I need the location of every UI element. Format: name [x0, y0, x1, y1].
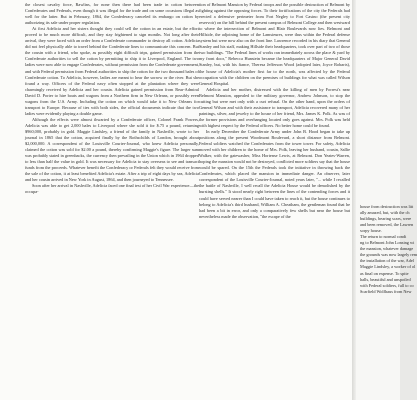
- text-line: and been removed, the Lawren: [360, 222, 414, 228]
- text-column-right: [199, 2, 350, 400]
- paragraph: Soon after her arrival in Nashville, Adelicia faced one final test of her Civil War experience—the occupa-: [25, 183, 199, 195]
- text-line: Maggie Lindsley, a worker of ol: [360, 264, 416, 270]
- paragraph: Adelicia and her mother, distressed with the killing of men by Forrest's near Belmont Mansion, appealed to the military governor, Andrew Johnson, to stop the cutting but were met only with a curt refusal. On the other hand, upon the orders of General Wilson and with their assistance to transport, Adelicia recovered many of her paintings, silver, and jewelry to the house of her friend, Mrs. James K. Polk. As was of the former provisions and overhanging located only goes against. Mrs. Polk was held with highest respect by the Federal officers. No better home could be found.: [199, 86, 350, 128]
- text-line: sorpy house.: [360, 228, 382, 234]
- paragraph: tion of Belmont Mansion by Federal troops and the possible destruction of Belmont by fighting against the opposing forces. To their fortifications of the city the Federals had erected a defensive perimeter from Fort Negley to Fort Casino (the present city reservoir) on the hill behind the present campus of Belmont College and then westward to where the intersection of Belmont and Blair Boulevards now lies. Belmont and Hillside, the adjoining home of the Lamsieures, were thus within the Federal defense system but were now also on the front line. Lawrence recorded in his diary that General Stanley and his staff, making Hillside their headquarters, took over part of two of those two buildings. "The Federal lines of works ran immediately across the place & yard by my front door," Rebecca Hunstein became the headquarters of Major General David Stanley, but, with his fiance, Theresa Jefferson Wood (adopted later, Joyce Robarts), the house of Adelicia's mother first far to the north, was affected by the Federal occupation with the children on the premises of buildings for what was called Wilson General Hospital.: [199, 2, 350, 86]
- paragraph: At first Adelicia and her sisters thought they could sell the cotton in an estate, but the effort proved to be much more difficult, and they stay frightened to sign months. Not long after their arrival, they were faced with an order from a Confederate commander to destroy all cotton. Adelicia did not feel physically able to travel behind the Confederate lines to communicate this concern. But the cousin with a friend, who spoke, as possibly eight difficult trips, gained permission from the Confederate authorities to sell the cotton by permitting to ship it to Liverpool, England. The two ladies were now able to engage Confederates, without permission from the Confederate government, and with Federal permission from Federal authorities to ship the cotton for the two thousand bales of Confederate cotton. To Adelicia, however, ladies are meant to hear the sorrow or the river. But she found a way. Officers of the Federal navy often stopped at the plantation where they were charmingly received by Adelicia and her cousin. Adelicia gained permission from Rear-Admiral David D. Porter to hire boats and wagons from a Northern firm in New Orleans, or possibly even wagons from the U.S. Army. Including the cotton on which would take it to New Orleans for transport to Europe. Because of ties with both sides, the official documents indicate that the two ladies were evidently playing a double game.: [25, 26, 199, 116]
- text-column-left: [25, 2, 199, 400]
- text-line: house from destruction was litt: [360, 204, 414, 209]
- paragraph: Although the effects were almost thwarted by a Confederate officer, Colonel Frank Powers, Adelicia was able to get 2,000 bales to Liverpool where she sold it for $.75 a pound, returning $960,000, probably in gold. Maggie Lindsley, a friend of the family in Nashville, wrote to her journal in 1865 that the cotton, acquired finally by the Rothschilds of London, brought about $2,000,000. A correspondent of the Louisville Courier-Journal, who knew Adelicia personally, claimed the cotton was sold for $2.00 a pound, thereby confirming Maggie's figure. The larger sum was probably stated in greenbacks, the currency then prevailing in the Union which in 1964 dropped to less than half the value in gold. It was necessary for Adelicia to stay overseas to see and transact funds from the proceeds. Whatever benefit the Confederacy or Federals felt they would receive from the sale of the cotton, it at least benefited Adelicia's estate. After a trip of eight days by sea, Adelicia and her cousin arrived in New York in August, 1864, and then journeyed to Tennessee.: [25, 116, 199, 183]
- text-line: the installation of the war, Adel: [360, 258, 415, 264]
- text-line: halls, beautiful and unspoiled: [360, 276, 411, 282]
- text-line: The return to normal condi: [360, 234, 407, 240]
- page-gutter: [352, 0, 356, 400]
- text-line: ally amazed, but, with the ch: [360, 210, 410, 216]
- text-line: ng to Belmont John Lonsing wi: [360, 240, 415, 246]
- text-line: Scarfield Wolfhaus from New: [360, 288, 412, 294]
- text-line: the mansion, whatever damage: [360, 246, 414, 252]
- text-line: buildings, bearing scars, were: [360, 216, 412, 222]
- text-line: the grounds was now largely rem: [360, 252, 417, 258]
- next-page-fragment: [360, 204, 417, 314]
- paragraph: the closest cavalry force, Rawlins, for none then there had been trade in cotton between Confederates and Federals, even though it was illegal for the trade and on some occasions illegal as well for the latter. But in February, 1864, the Confederacy canceled its embargo on cotton by authorizing its sale under proper regulation.: [25, 2, 199, 26]
- text-line: as final on expense. To spite: [360, 270, 409, 276]
- text-line: with Federal soldiers, full to co: [360, 282, 414, 288]
- paragraph: In early December the Confederate Army under John B. Hood began to take up positions along the present Woodmont Boulevard, a short distance from Belmont. Federal soldiers watched the Confederates from the tower tower. For safety, Adelicia moved with her children to the home of Mrs. Polk, leaving her husband, cousin, Sallie Walker, with the gatewasher, Miss Hortense Lewis, at Belmont. Don Yeates-Warren, hoping the mansion would not be destroyed, conflicted more soldiers say that the house would be spared. On the 15th the Federals took the initiative in throwing back the Confederates, which placed the mansion in immediate danger. An observer, later correspondent of the Louisville Courier-Journal, noted years later, "... while I recalled the battle of Nashville, I well recall the Adelicia House would be demolished by the bursting shells." It stood nearly right between the lines of the contending forces and it could have served nearer than I could have taken to reach it, but the house continues to belong to Adelicia's third husband, William A. Cheatham, the gentleman found that he had been a bit in error, and only a comparatively few shells but near the house but nevertheless made the observation, "the escape of the: [199, 128, 350, 219]
